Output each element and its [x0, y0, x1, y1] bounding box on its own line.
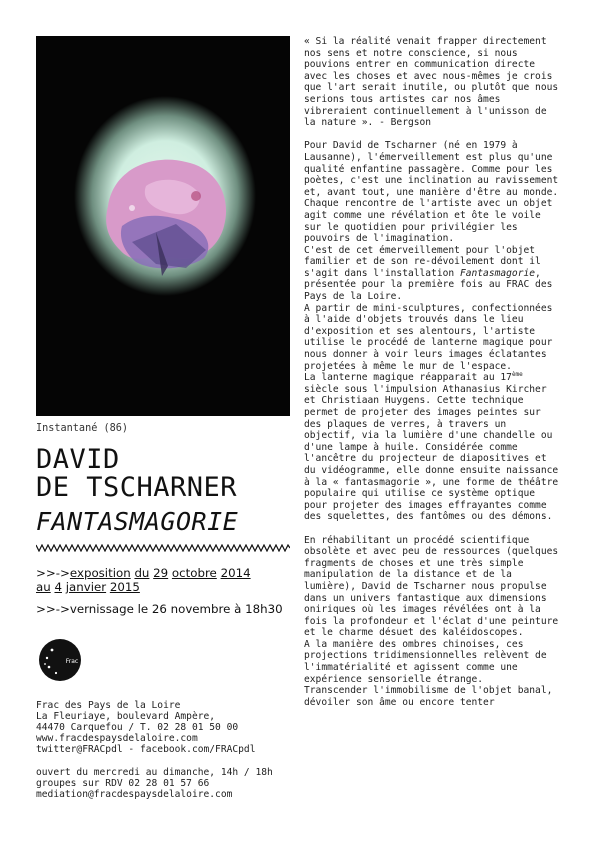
bergson-quote: « Si la réalité venait frapper directement nos sens et notre conscience, si nous pouvions entrer en communication directe avec les choses et avec nous-mêmes je crois que l'art serait inutile, ou plutôt que nous serions tous artistes car nos âmes vibreraient continuellement à l'unisson de la nature ». - Bergson: [304, 36, 559, 129]
start-year: 2014: [220, 566, 251, 580]
artist-name-line2: DE TSCHARNER: [36, 472, 238, 503]
artwork-image: [36, 36, 290, 416]
paragraph-rehabilitation: En réhabilitant un procédé scientifique obsolète et avec peu de ressources (quelques fragments de choses et une très simple manipulation de la distance et de la lumière), David de Tscharner nous propulse dans un univers fantastique aux dimensions oniriques où les images révélées ont à la fois la profondeur et l'éclat d'une peinture et le charme désuet des kaléidoscopes.: [304, 534, 559, 639]
p2-after: , présentée pour la première fois au FRAC des Pays de la Loire.: [304, 267, 553, 303]
frac-logo: [36, 636, 84, 684]
dates-line2: [36, 580, 292, 594]
left-column: [36, 36, 292, 800]
address-line1: La Fleuriaye, boulevard Ampère,: [36, 711, 216, 722]
exhibition-dates: [36, 566, 292, 594]
dates-line1: [36, 566, 292, 580]
group-booking: groupes sur RDV 02 28 01 57 66: [36, 778, 210, 789]
paragraph-lantern: [304, 372, 560, 523]
photo-caption: Instantané (86): [36, 423, 129, 434]
paragraph-transcend: Transcender l'immobilisme de l'objet banal, dévoiler son âme ou encore tenter: [304, 685, 553, 708]
p4-sup: ème: [511, 371, 523, 379]
org-name: Frac des Pays de la Loire: [36, 700, 181, 711]
artwork-photo: [36, 36, 290, 416]
p4-after: siècle sous l'impulsion Athanasius Kircher et Christiaan Huygens. Cette technique permet de projeter des images peintes sur des plaques de verres, à travers un objectif, via la lumière d'une chandelle ou d'une lampe à huile. Considérée comme l'ancêtre du projecteur de diapositives et du vidéogramme, elle donne ensuite naissance à la « fantasmagorie », une forme de théâtre populaire qui utilise ce système optique pour projeter des images effrayantes comme des squelettes, des fantômes ou des démons.: [304, 383, 559, 523]
vernissage-text: vernissage le 26 novembre à 18h30: [69, 602, 283, 616]
start-month: octobre: [171, 566, 217, 580]
social-links[interactable]: twitter@FRACpdl - facebook.com/FRACpdl: [36, 744, 256, 755]
paragraph-intro: Pour David de Tscharner (né en 1979 à Lausanne), l'émerveillement est plus qu'une qualité enfantine passagère. Comme pour les poètes, c'est une inclination au ravissement et, avant tout, une manière d'être au monde. Chaque rencontre de l'artiste avec un objet agit comme une révélation et ôte le voile sur le quotidien pour privilégier les pouvoirs de l'imagination.: [304, 140, 559, 245]
opening-hours: ouvert du mercredi au dimanche, 14h / 18h: [36, 767, 273, 778]
installation-title: Fantasmagorie: [459, 267, 536, 279]
artist-name-line1: DAVID: [36, 444, 120, 475]
end-day: 4: [54, 580, 62, 594]
dates-from: du: [134, 566, 150, 580]
paragraph-shadows: A la manière des ombres chinoises, ces projections tridimensionnelles relèvent de l'immatérialité et agissent comme une expérience sensorielle étrange.: [304, 638, 547, 685]
end-year: 2015: [109, 580, 140, 594]
zigzag-divider: [36, 544, 290, 552]
p4-before: La lanterne magique réapparait au 17: [304, 372, 512, 384]
paragraph-sculptures: A partir de mini-sculptures, confectionnées à l'aide d'objets trouvés dans le lieu d'exposition et ses alentours, l'artiste utilise le procédé de lanterne magique pour nous donner à voir leurs images éclatantes projetées à même le mur de l'espace.: [304, 302, 553, 372]
logo-label: Frac: [65, 658, 79, 665]
p2-before: C'est de cet émerveillement pour l'objet familier et de son re-dévoilement dont il s'agit dans l'installation: [304, 244, 541, 279]
start-day: 29: [153, 566, 169, 580]
dates-to: au: [36, 580, 51, 594]
arrow-glyph: >>->: [36, 566, 70, 580]
mediation-email[interactable]: mediation@fracdespaysdelaloire.com: [36, 789, 233, 800]
hours-block: [36, 767, 292, 800]
artist-name: [36, 446, 292, 502]
vernissage-line: [36, 602, 292, 616]
paragraph-installation: [304, 245, 560, 303]
dates-word: exposition: [69, 566, 131, 580]
end-month: janvier: [65, 580, 107, 594]
website-link[interactable]: www.fracdespaysdelaloire.com: [36, 733, 198, 744]
contact-block: [36, 700, 292, 755]
address-line2: 44470 Carquefou / T. 02 28 01 50 00: [36, 722, 239, 733]
arrow-glyph: >>->: [36, 602, 70, 616]
text-column: [304, 36, 560, 708]
exhibition-title: FANTASMAGORIE: [36, 507, 239, 536]
